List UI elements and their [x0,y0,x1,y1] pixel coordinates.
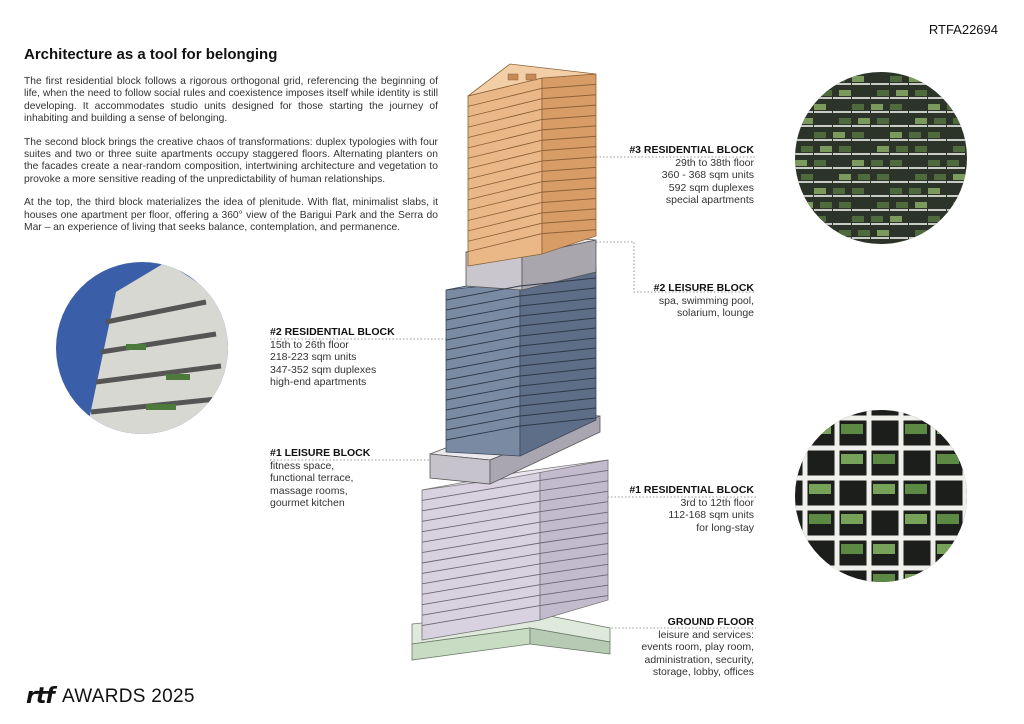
planter [905,514,927,524]
facade-photo-left [56,262,228,434]
slab-edge [871,181,889,183]
label-residential-block-2 [270,326,395,389]
slab-edge [928,111,946,113]
planter [937,454,959,464]
planter [877,230,889,236]
label-line: events room, play room, [641,641,754,654]
slab-edge [871,223,889,225]
slab-edge [909,181,927,183]
slab-edge [871,153,889,155]
label-line: 15th to 26th floor [270,338,349,351]
planter [820,146,832,152]
planter [937,514,959,524]
planter [877,202,889,208]
label-line: for long-stay [696,521,754,534]
planter [858,230,870,236]
label-line: 29th to 38th floor [675,156,754,169]
slab-edge [871,209,889,211]
slab-edge [833,153,851,155]
label-line: solarium, lounge [676,307,754,320]
slab-edge [795,139,813,141]
planter [839,174,851,180]
slab-edge [909,111,927,113]
slab-edge [890,209,908,211]
planter [814,160,826,166]
slab-edge [852,195,870,197]
planter [852,216,864,222]
planter [928,188,940,194]
planter [915,118,927,124]
slab-edge [814,111,832,113]
planter [801,174,813,180]
slab-edge [909,139,927,141]
planter [915,90,927,96]
label-title: #2 LEISURE BLOCK [653,282,754,294]
slab-edge [871,237,889,239]
label-title: #2 RESIDENTIAL BLOCK [270,326,395,338]
planter [809,484,831,494]
planter [915,146,927,152]
planter [896,146,908,152]
planter [820,202,832,208]
label-leisure-block-2 [654,282,754,320]
planter [841,544,863,554]
slab-edge [909,195,927,197]
slab-edge [795,167,813,169]
slab-edge [890,83,908,85]
slab-edge [852,237,870,239]
planter [890,188,902,194]
label-title: #1 RESIDENTIAL BLOCK [629,484,754,496]
planter [909,132,921,138]
slab-edge [928,181,946,183]
planter [839,90,851,96]
planter [877,146,889,152]
label-ground-floor [641,616,754,679]
planter [841,424,863,434]
label-title: #3 RESIDENTIAL BLOCK [629,144,754,156]
planter [953,174,965,180]
planter [841,514,863,524]
slab-edge [814,153,832,155]
label-line: storage, lobby, offices [652,666,754,679]
label-line: massage rooms, [270,484,348,497]
planter [852,188,864,194]
slab-edge [833,181,851,183]
slab-edge [871,83,889,85]
slab-edge [852,97,870,99]
slab-edge [833,167,851,169]
planter [909,188,921,194]
slab-edge [833,195,851,197]
label-line: 3rd to 12th floor [680,496,754,509]
slab-edge [909,153,927,155]
planter [852,160,864,166]
planter [873,574,895,582]
planter [839,202,851,208]
facade-photo-bottom-right [795,410,967,582]
slab-edge [814,181,832,183]
slab-edge [890,181,908,183]
label-line: administration, security, [644,653,754,666]
label-leisure-block-1 [270,447,370,510]
slab-edge [814,139,832,141]
planter [833,132,845,138]
label-line: functional terrace, [270,472,354,485]
slab-edge [909,125,927,127]
planter [871,104,883,110]
slab-edge [928,139,946,141]
planter [814,188,826,194]
slab-edge [833,111,851,113]
slab-edge [947,139,965,141]
planter [890,216,902,222]
planter [833,188,845,194]
slab-edge [852,111,870,113]
slab-edge [890,153,908,155]
planter [928,104,940,110]
slab-edge [890,111,908,113]
slab-edge [814,125,832,127]
slab-edge [852,223,870,225]
planter [839,146,851,152]
slab-edge [947,153,965,155]
planter [915,202,927,208]
planter [852,104,864,110]
label-line: 360 - 368 sqm units [661,169,754,182]
label-line: fitness space, [270,459,335,472]
planter [873,544,895,554]
label-line: spa, swimming pool, [658,294,754,307]
slab-edge [833,97,851,99]
paragraph: The second block brings the creative chaos of transformations: duplex typologies with four suites and two or three suite apartments occupy staggered floors. Alternating planters on the facades create a near-random composition, intertwining architecture and vegetation to provoke a more sensitive reading of the unpredictability of human relationships. [24,136,438,185]
label-residential-block-1 [629,484,754,534]
slab-edge [890,195,908,197]
slab-edge [833,223,851,225]
planter [915,174,927,180]
logo-mark: rtf [26,684,54,709]
rtf-awards-logo [26,684,195,709]
slab-edge [890,237,908,239]
logo-text: AWARDS 2025 [61,685,195,707]
label-line: 218-223 sqm units [270,351,357,364]
slab-edge [909,209,927,211]
facade-photo-top-right [795,72,967,244]
planter [871,216,883,222]
planter [890,104,902,110]
slab-edge [890,139,908,141]
slab-edge [833,125,851,127]
planter [890,76,902,82]
planter [934,118,946,124]
slab-edge [814,195,832,197]
planter [809,514,831,524]
slab-edge [928,167,946,169]
slab-edge [852,167,870,169]
planter [896,202,908,208]
slab-edge [928,209,946,211]
planter [858,118,870,124]
planter [947,160,959,166]
planter [814,104,826,110]
slab-edge [871,97,889,99]
planter [896,90,908,96]
slab-edge [890,167,908,169]
slab-edge [909,223,927,225]
planter [934,174,946,180]
label-line: 347-352 sqm duplexes [270,363,377,376]
planter [839,118,851,124]
planter [928,160,940,166]
planter [890,160,902,166]
project-code: RTFA22694 [928,22,998,37]
slab-edge [909,83,927,85]
label-line: 112-168 sqm units [668,509,754,522]
slab-edge [890,97,908,99]
slab-edge [928,125,946,127]
paragraph: At the top, the third block materializes the idea of plenitude. With flat, minimalist slabs, it houses one apartment per floor, offering a 360° view of the Barigui Park and the Serra do Mar – an experience of living that seeks balance, contemplation, and permanence. [24,197,438,234]
planter [871,160,883,166]
residential-block-1 [422,460,608,640]
label-line: leisure and services: [658,628,754,641]
planter [877,174,889,180]
planter [852,76,864,82]
planter [795,160,807,166]
planter [801,146,813,152]
slab-edge [871,195,889,197]
slab-edge [947,167,965,169]
slab-edge [814,209,832,211]
label-line: high-end apartments [270,376,367,389]
page-title: Architecture as a tool for belonging [24,46,278,63]
slab-edge [833,209,851,211]
slab-edge [947,181,965,183]
label-residential-block-3 [629,144,754,207]
planter [877,118,889,124]
planter [858,174,870,180]
planter [852,132,864,138]
slab-edge [852,209,870,211]
label-title: GROUND FLOOR [667,616,754,628]
planter [841,454,863,464]
planter [953,146,965,152]
slab-edge [871,167,889,169]
slab-edge [871,139,889,141]
slab-edge [814,167,832,169]
planter [905,484,927,494]
planter [873,454,895,464]
slab-edge [795,153,813,155]
label-line: 592 sqm duplexes [668,181,754,194]
slab-edge [795,181,813,183]
slab-edge [852,139,870,141]
slab-edge [928,195,946,197]
slab-edge [852,125,870,127]
label-line: gourmet kitchen [270,497,345,510]
label-line: special apartments [665,194,754,207]
planter [890,132,902,138]
slab-edge [909,97,927,99]
planter [814,132,826,138]
slab-edge [909,167,927,169]
planter [928,132,940,138]
label-title: #1 LEISURE BLOCK [270,447,371,459]
slab-edge [852,83,870,85]
slab-edge [871,125,889,127]
planter [905,424,927,434]
slab-edge [852,181,870,183]
slab-edge [833,83,851,85]
slab-edge [852,153,870,155]
paragraph: The first residential block follows a rigorous orthogonal grid, referencing the beginning of life, when the need to follow social rules and coexistence imposes itself while identity is still developing. It accommodates studio units designed for those starting the journey of inhabiting and building a sense of belonging. [24,76,438,125]
planter [877,90,889,96]
planter [873,484,895,494]
slab-edge [928,153,946,155]
slab-edge [890,223,908,225]
slab-edge [871,111,889,113]
slab-edge [833,139,851,141]
planter [928,216,940,222]
slab-edge [890,125,908,127]
